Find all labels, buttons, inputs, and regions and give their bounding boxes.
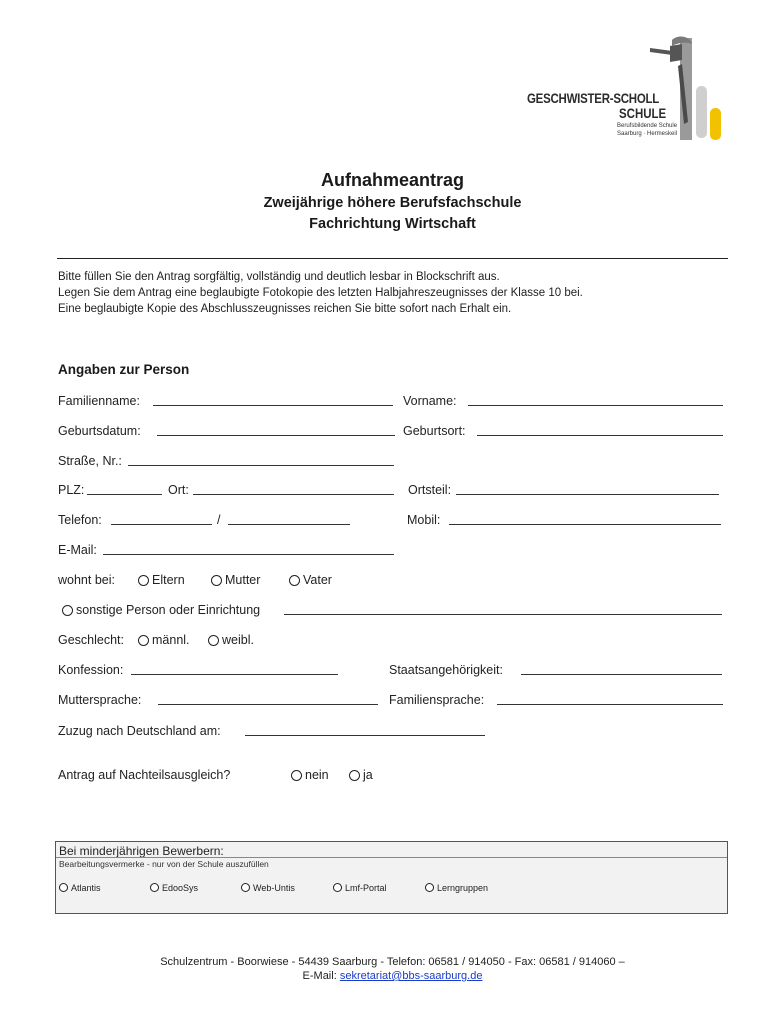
- muttersprache-label: Muttersprache:: [58, 693, 142, 707]
- radio-icon[interactable]: [150, 883, 159, 892]
- section-title: Angaben zur Person: [58, 362, 190, 377]
- plz-field[interactable]: [87, 494, 162, 495]
- strasse-label: Straße, Nr.:: [58, 454, 122, 468]
- footer-address: Schulzentrum - Boorwiese - 54439 Saarburg - Telefon: 06581 / 914050 - Fax: 06581 / 914060 –: [160, 956, 625, 968]
- office-use-box: [55, 841, 728, 914]
- option-label: weibl.: [222, 633, 254, 647]
- radio-icon[interactable]: [138, 635, 149, 646]
- footer-email-line: [0, 969, 770, 983]
- vorname-field[interactable]: [468, 405, 723, 406]
- logo-school-name: GESCHWISTER-SCHOLL: [527, 90, 660, 106]
- page-title: Aufnahmeantrag: [320, 170, 464, 190]
- konfession-label: Konfession:: [58, 663, 124, 677]
- divider: [57, 258, 728, 259]
- radio-icon[interactable]: [208, 635, 219, 646]
- ortsteil-label: Ortsteil:: [408, 483, 452, 497]
- option-label: nein: [305, 768, 329, 782]
- option-label: Atlantis: [71, 883, 101, 893]
- office-option-edoosys[interactable]: [150, 883, 198, 893]
- familienname-field[interactable]: [153, 405, 393, 406]
- zuzug-label: Zuzug nach Deutschland am:: [58, 724, 221, 738]
- plz-label: PLZ:: [58, 483, 85, 497]
- mobil-field[interactable]: [449, 524, 721, 525]
- office-box-divider: [56, 857, 727, 858]
- option-label: EdooSys: [162, 883, 199, 893]
- geschlecht-weiblich-option[interactable]: [208, 633, 254, 647]
- nachteil-label: Antrag auf Nachteilsausgleich?: [58, 768, 231, 782]
- vorname-label: Vorname:: [403, 394, 457, 408]
- radio-icon[interactable]: [59, 883, 68, 892]
- radio-icon[interactable]: [349, 770, 360, 781]
- option-label: Mutter: [225, 573, 261, 587]
- email-label: E-Mail:: [58, 543, 97, 557]
- ort-label: Ort:: [168, 483, 189, 497]
- radio-icon[interactable]: [138, 575, 149, 586]
- logo-school-name-2: SCHULE: [619, 105, 667, 121]
- option-label: Web-Untis: [253, 883, 295, 893]
- footer-email-link[interactable]: sekretariat@bbs-saarburg.de: [339, 970, 483, 982]
- logo-location: Saarburg · Hermeskeil: [617, 131, 678, 137]
- wohnt-bei-label: wohnt bei:: [58, 573, 115, 587]
- telefon-vorwahl-field[interactable]: [111, 524, 212, 525]
- radio-icon[interactable]: [333, 883, 342, 892]
- ortsteil-field[interactable]: [456, 494, 719, 495]
- office-box-subtitle: Bearbeitungsvermerke - nur von der Schule auszufüllen: [59, 859, 269, 869]
- radio-icon[interactable]: [241, 883, 250, 892]
- telefon-label: Telefon:: [58, 513, 102, 527]
- telefon-nummer-field[interactable]: [228, 524, 350, 525]
- option-label: sonstige Person oder Einrichtung: [76, 603, 261, 617]
- geburtsort-field[interactable]: [477, 435, 723, 436]
- office-option-lmf-portal[interactable]: [333, 883, 387, 893]
- radio-icon[interactable]: [289, 575, 300, 586]
- geschlecht-label: Geschlecht:: [58, 633, 125, 647]
- familiensprache-label: Familiensprache:: [389, 693, 485, 707]
- wohnt-bei-mutter-option[interactable]: [211, 573, 260, 587]
- nachteil-ja-option[interactable]: [349, 768, 373, 782]
- radio-icon[interactable]: [425, 883, 434, 892]
- radio-icon[interactable]: [291, 770, 302, 781]
- muttersprache-field[interactable]: [158, 704, 378, 705]
- option-label: Lmf-Portal: [345, 883, 387, 893]
- option-label: ja: [363, 768, 373, 782]
- strasse-field[interactable]: [128, 465, 394, 466]
- mobil-label: Mobil:: [407, 513, 441, 527]
- geburtsdatum-field[interactable]: [157, 435, 395, 436]
- wohnt-bei-vater-option[interactable]: [289, 573, 332, 587]
- option-label: Lerngruppen: [437, 883, 489, 893]
- wohnt-bei-eltern-option[interactable]: [138, 573, 185, 587]
- intro-line: Legen Sie dem Antrag eine beglaubigte Fotokopie des letzten Halbjahreszeugnisses der Klasse 10 bei.: [58, 287, 583, 299]
- radio-icon[interactable]: [62, 605, 73, 616]
- school-logo: [520, 32, 735, 147]
- ort-field[interactable]: [193, 494, 394, 495]
- geburtsort-label: Geburtsort:: [403, 424, 466, 438]
- office-option-lerngruppen[interactable]: [425, 883, 488, 893]
- option-label: Eltern: [152, 573, 185, 587]
- option-label: männl.: [152, 633, 190, 647]
- radio-icon[interactable]: [211, 575, 222, 586]
- office-option-webuntis[interactable]: [241, 883, 295, 893]
- telefon-separator: /: [217, 513, 221, 527]
- zuzug-field[interactable]: [245, 735, 485, 736]
- page-subtitle: Zweijährige höhere Berufsfachschule: [263, 195, 522, 211]
- intro-line: Bitte füllen Sie den Antrag sorgfältig, vollständig und deutlich lesbar in Blockschrift aus.: [58, 271, 500, 283]
- footer-email-label: E-Mail:: [302, 970, 337, 982]
- staatsangehoerigkeit-label: Staatsangehörigkeit:: [389, 663, 503, 677]
- intro-line: Eine beglaubigte Kopie des Abschlusszeugnisses reichen Sie bitte sofort nach Erhalt ein.: [58, 303, 512, 315]
- geburtsdatum-label: Geburtsdatum:: [58, 424, 141, 438]
- sonstige-field[interactable]: [284, 614, 722, 615]
- familiensprache-field[interactable]: [497, 704, 723, 705]
- page-subtitle-2: Fachrichtung Wirtschaft: [309, 216, 476, 232]
- option-label: Vater: [303, 573, 332, 587]
- staatsangehoerigkeit-field[interactable]: [521, 674, 722, 675]
- geschlecht-maennlich-option[interactable]: [138, 633, 190, 647]
- office-box-title: Bei minderjährigen Bewerbern:: [59, 844, 224, 858]
- familienname-label: Familienname:: [58, 394, 140, 408]
- office-option-atlantis[interactable]: [59, 883, 101, 893]
- email-field[interactable]: [103, 554, 394, 555]
- konfession-field[interactable]: [131, 674, 338, 675]
- logo-subtitle: Berufsbildende Schule: [617, 123, 678, 129]
- sonstige-option[interactable]: [62, 603, 260, 617]
- nachteil-nein-option[interactable]: [291, 768, 329, 782]
